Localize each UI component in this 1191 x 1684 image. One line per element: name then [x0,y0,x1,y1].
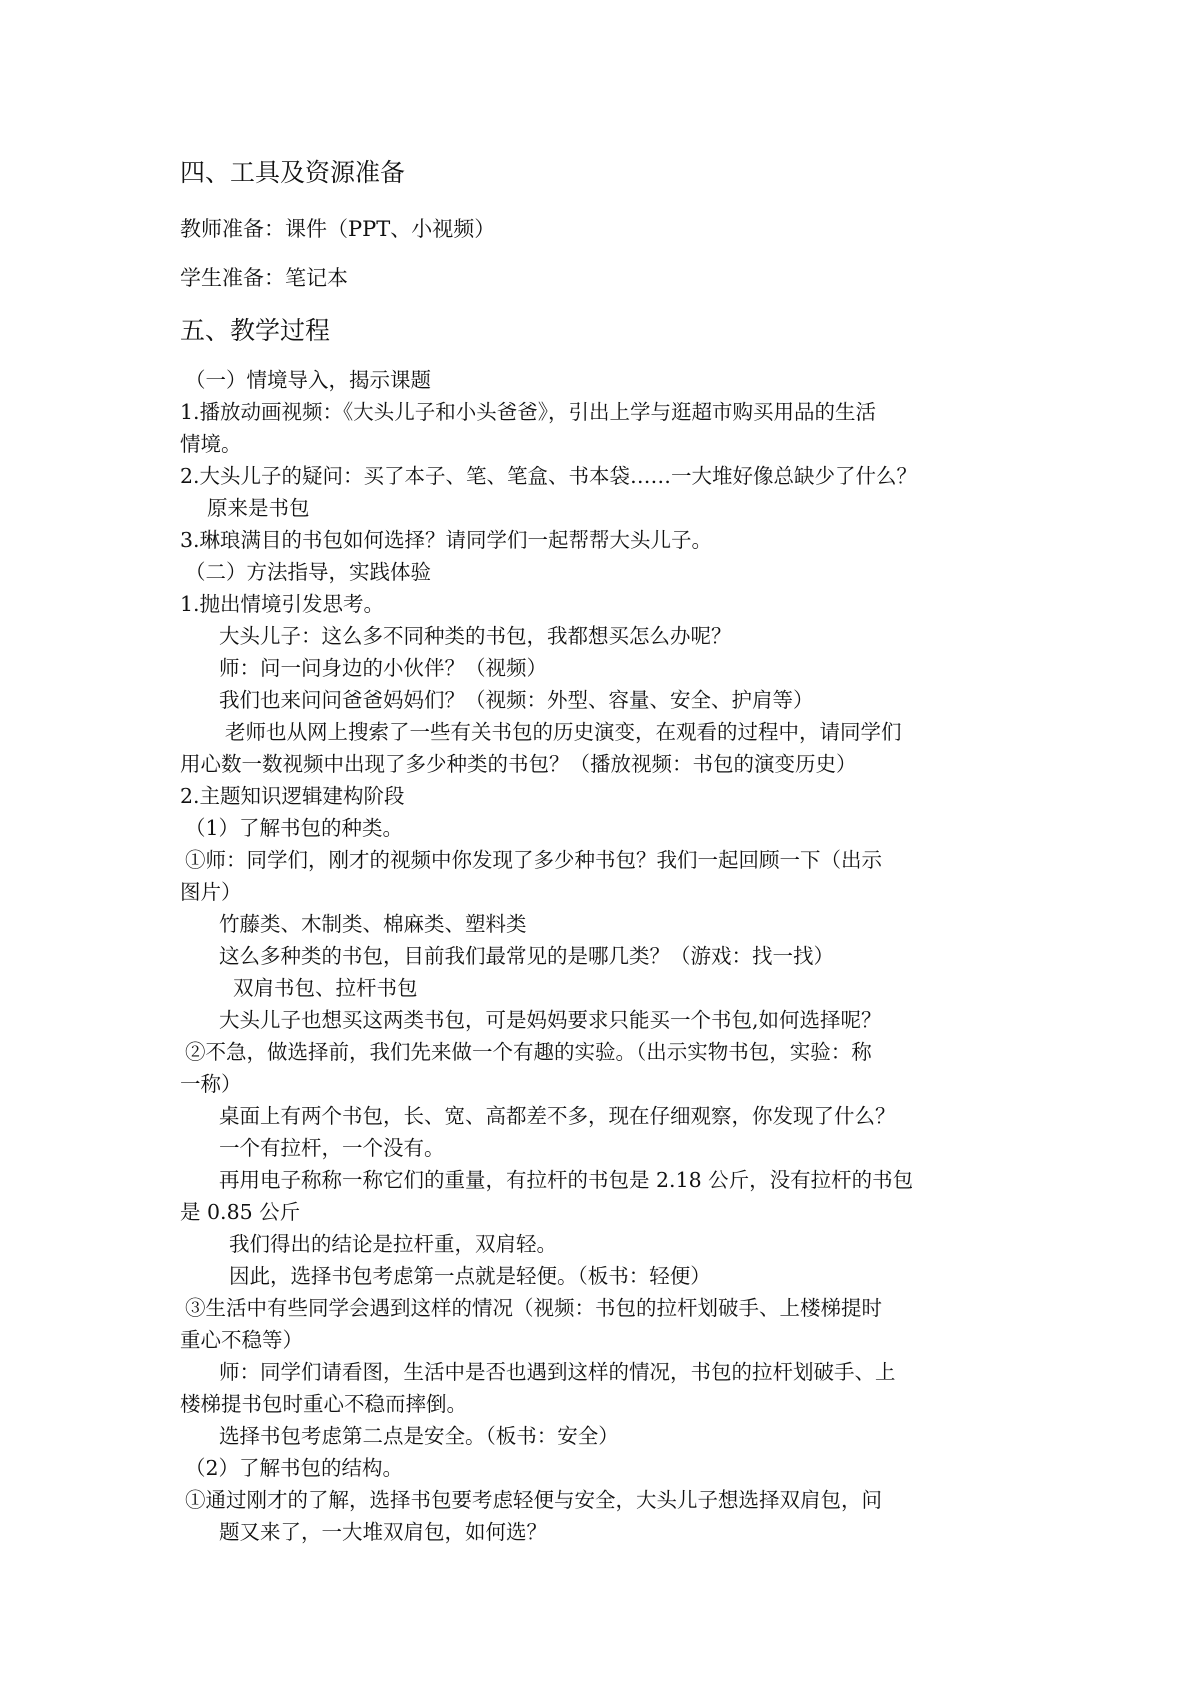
paragraph-line: ②不急，做选择前，我们先来做一个有趣的实验。（出示实物书包，实验：称 [185,1040,872,1064]
paragraph-line: 重心不稳等） [180,1328,303,1352]
paragraph-line: 2.主题知识逻辑建构阶段 [180,784,405,808]
paragraph-line: 双肩书包、拉杆书包 [233,976,418,1000]
paragraph-line: 竹藤类、木制类、棉麻类、塑料类 [219,912,527,936]
teacher-preparation: 教师准备：课件（PPT、小视频） [180,217,496,241]
section-5-heading: 五、教学过程 [180,316,331,345]
paragraph-line: 是 0.85 公斤 [180,1200,301,1224]
paragraph-line: 一称） [180,1072,242,1096]
paragraph-line: 大头儿子也想买这两类书包，可是妈妈要求只能买一个书包,如何选择呢？ [219,1008,882,1032]
paragraph-line: ①通过刚才的了解，选择书包要考虑轻便与安全，大头儿子想选择双肩包，问 [185,1488,882,1512]
paragraph-line: 3.琳琅满目的书包如何选择？请同学们一起帮帮大头儿子。 [180,528,713,552]
paragraph-line: 再用电子称称一称它们的重量，有拉杆的书包是 2.18 公斤，没有拉杆的书包 [219,1168,914,1192]
paragraph-line: （1）了解书包的种类。 [185,816,404,840]
section-4-heading: 四、工具及资源准备 [180,158,406,187]
paragraph-line: 一个有拉杆，一个没有。 [219,1136,445,1160]
student-preparation: 学生准备：笔记本 [180,266,348,290]
paragraph-line: 我们也来问问爸爸妈妈们？（视频：外型、容量、安全、护肩等） [219,688,814,712]
paragraph-line: 情境。 [180,432,242,456]
paragraph-line: 师：问一问身边的小伙伴？（视频） [219,656,547,680]
paragraph-line: 这么多种类的书包，目前我们最常见的是哪几类？（游戏：找一找） [219,944,834,968]
paragraph-line: 老师也从网上搜索了一些有关书包的历史演变，在观看的过程中，请同学们 [225,720,902,744]
paragraph-line: 1.播放动画视频：《大头儿子和小头爸爸》，引出上学与逛超市购买用品的生活 [180,400,877,424]
paragraph-line: 楼梯提书包时重心不稳而摔倒。 [180,1392,467,1416]
paragraph-line: 用心数一数视频中出现了多少种类的书包？（播放视频：书包的演变历史） [180,752,857,776]
subsection-heading: （一）情境导入，揭示课题 [185,368,431,392]
paragraph-line: 1.抛出情境引发思考。 [180,592,385,616]
paragraph-line: 我们得出的结论是拉杆重，双肩轻。 [229,1232,557,1256]
paragraph-line: 大头儿子：这么多不同种类的书包，我都想买怎么办呢？ [219,624,732,648]
paragraph-line: 选择书包考虑第二点是安全。（板书：安全） [219,1424,619,1448]
subsection-heading: （二）方法指导，实践体验 [185,560,431,584]
paragraph-line: 图片） [180,880,242,904]
paragraph-line: 题又来了，一大堆双肩包，如何选？ [219,1520,547,1544]
paragraph-line: （2）了解书包的结构。 [185,1456,404,1480]
paragraph-line: 因此，选择书包考虑第一点就是轻便。（板书：轻便） [229,1264,711,1288]
paragraph-line: ③生活中有些同学会遇到这样的情况（视频：书包的拉杆划破手、上楼梯提时 [185,1296,882,1320]
paragraph-line: 2.大头儿子的疑问：买了本子、笔、笔盒、书本袋……一大堆好像总缺少了什么？ [180,464,918,488]
paragraph-line: 原来是书包 [207,496,310,520]
paragraph-line: ①师：同学们，刚才的视频中你发现了多少种书包？我们一起回顾一下（出示 [185,848,882,872]
paragraph-line: 桌面上有两个书包，长、宽、高都差不多，现在仔细观察，你发现了什么？ [219,1104,896,1128]
paragraph-line: 师：同学们请看图，生活中是否也遇到这样的情况，书包的拉杆划破手、上 [219,1360,896,1384]
